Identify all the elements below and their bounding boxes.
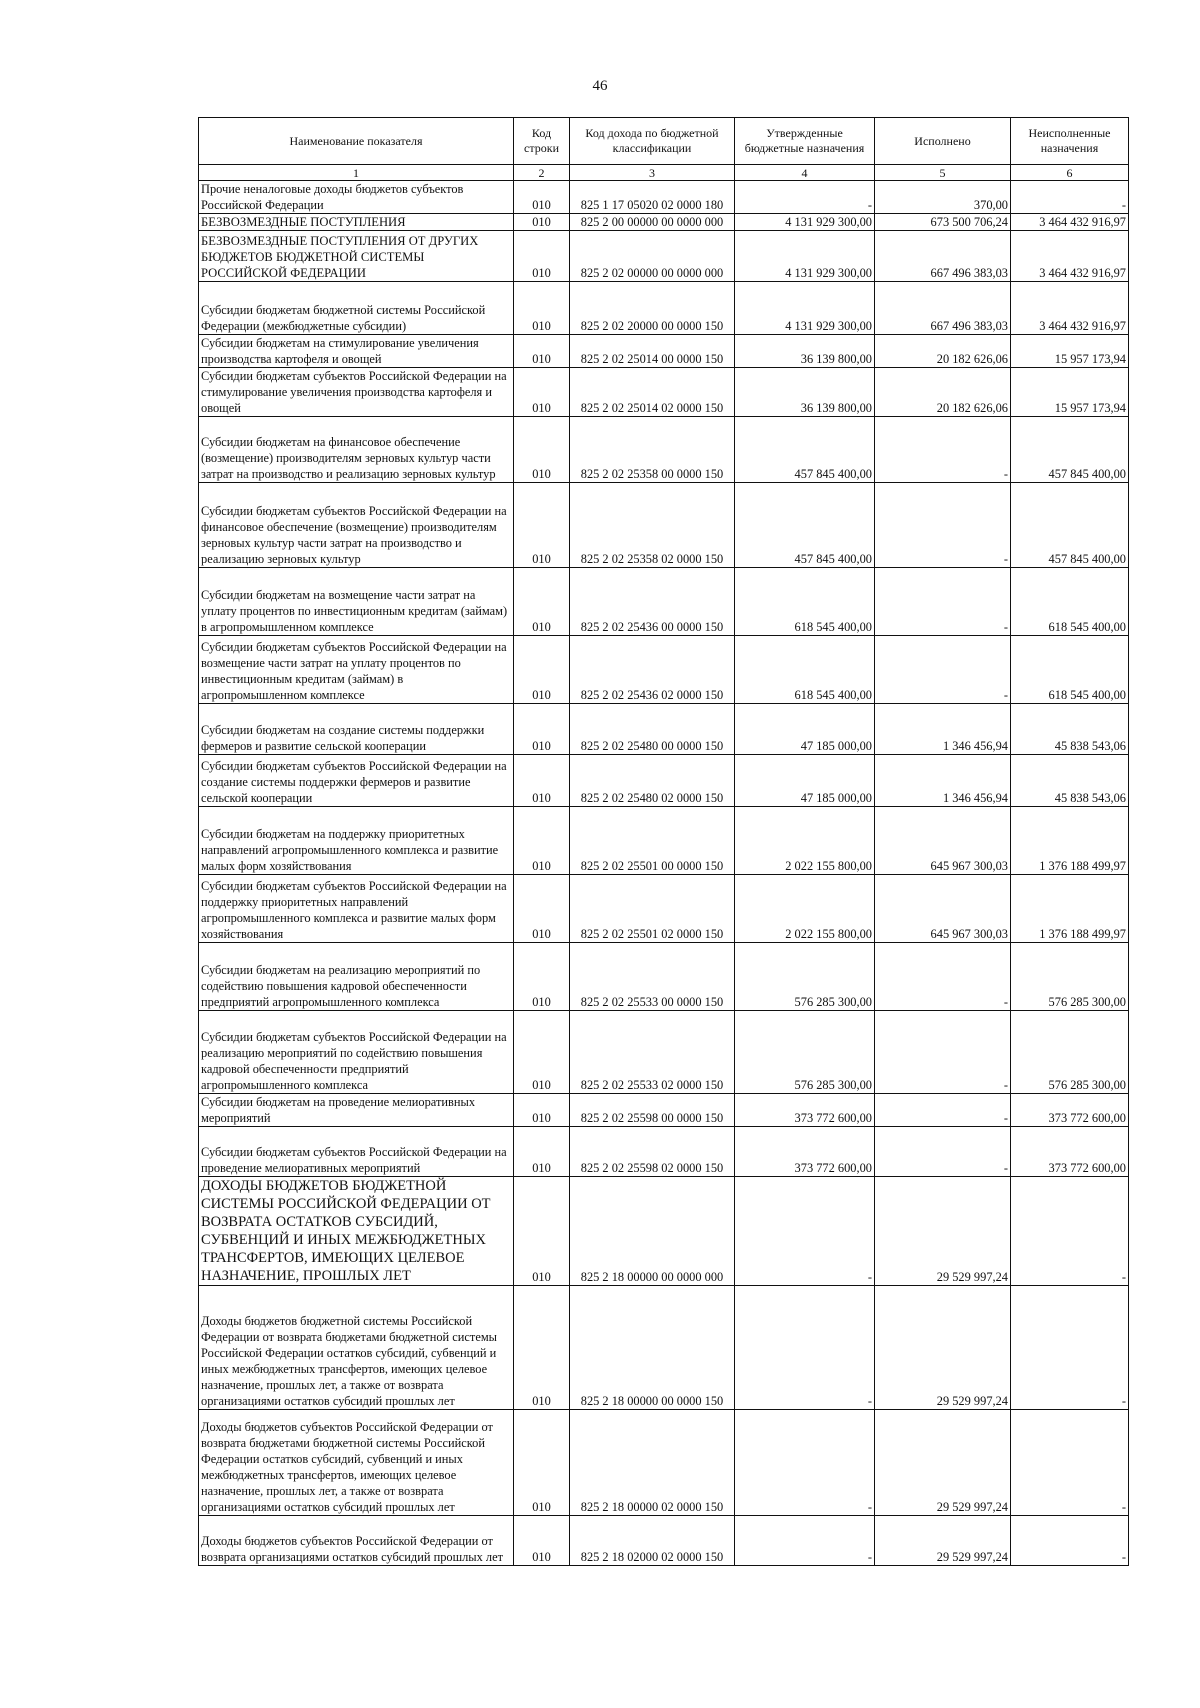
row-unexecuted: 3 464 432 916,97	[1011, 214, 1129, 231]
table-row	[199, 282, 1129, 335]
row-plan: 618 545 400,00	[735, 636, 875, 704]
row-plan: 36 139 800,00	[735, 335, 875, 368]
row-name: Субсидии бюджетам на финансовое обеспечение (возмещение) производителям зерновых культур части затрат на производство и реализацию зерновых культур	[199, 417, 514, 483]
row-unexecuted: 373 772 600,00	[1011, 1094, 1129, 1127]
row-unexecuted: 576 285 300,00	[1011, 943, 1129, 1011]
table-row	[199, 417, 1129, 483]
row-plan: 457 845 400,00	[735, 417, 875, 483]
row-code: 010	[514, 568, 570, 636]
row-kbk: 825 2 02 00000 00 0000 000	[570, 231, 735, 282]
row-name: ДОХОДЫ БЮДЖЕТОВ БЮДЖЕТНОЙ СИСТЕМЫ РОССИЙСКОЙ ФЕДЕРАЦИИ ОТ ВОЗВРАТА ОСТАТКОВ СУБСИДИЙ, СУБВЕНЦИЙ И ИНЫХ МЕЖБЮДЖЕТНЫХ ТРАНСФЕРТОВ, ИМЕЮЩИХ ЦЕЛЕВОЕ НАЗНАЧЕНИЕ, ПРОШЛЫХ ЛЕТ	[199, 1177, 514, 1286]
row-name: Субсидии бюджетам на создание системы поддержки фермеров и развитие сельской кооперации	[199, 704, 514, 755]
row-plan: -	[735, 181, 875, 214]
table-row	[199, 1286, 1129, 1410]
row-executed: -	[875, 1094, 1011, 1127]
row-name: Субсидии бюджетам на проведение мелиоративных мероприятий	[199, 1094, 514, 1127]
row-executed: -	[875, 943, 1011, 1011]
row-code: 010	[514, 1094, 570, 1127]
row-code: 010	[514, 214, 570, 231]
table-row	[199, 1177, 1129, 1286]
table-row	[199, 1011, 1129, 1094]
row-executed: 1 346 456,94	[875, 755, 1011, 807]
row-unexecuted: 618 545 400,00	[1011, 568, 1129, 636]
row-code: 010	[514, 231, 570, 282]
row-name: Доходы бюджетов субъектов Российской Федерации от возврата бюджетами бюджетной системы Российской Федерации остатков субсидий, субвенций и иных межбюджетных трансфертов, имеющих целевое назначение, прошлых лет, а также от возврата организациями остатков субсидий прошлых лет	[199, 1410, 514, 1516]
row-plan: 47 185 000,00	[735, 755, 875, 807]
table-row	[199, 1127, 1129, 1177]
table-row	[199, 214, 1129, 231]
row-executed: -	[875, 417, 1011, 483]
revenue-table	[198, 117, 1129, 1566]
table-row	[199, 636, 1129, 704]
row-name: БЕЗВОЗМЕЗДНЫЕ ПОСТУПЛЕНИЯ	[199, 214, 514, 231]
row-executed: 1 346 456,94	[875, 704, 1011, 755]
row-executed: 29 529 997,24	[875, 1286, 1011, 1410]
column-number: 2	[514, 165, 570, 181]
row-code: 010	[514, 943, 570, 1011]
row-unexecuted: 45 838 543,06	[1011, 704, 1129, 755]
row-plan: 4 131 929 300,00	[735, 282, 875, 335]
row-unexecuted: 576 285 300,00	[1011, 1011, 1129, 1094]
row-executed: 29 529 997,24	[875, 1410, 1011, 1516]
row-kbk: 825 1 17 05020 02 0000 180	[570, 181, 735, 214]
column-number: 5	[875, 165, 1011, 181]
column-number: 1	[199, 165, 514, 181]
row-name: Прочие неналоговые доходы бюджетов субъектов Российской Федерации	[199, 181, 514, 214]
row-plan: 4 131 929 300,00	[735, 231, 875, 282]
row-code: 010	[514, 704, 570, 755]
row-kbk: 825 2 02 25598 00 0000 150	[570, 1094, 735, 1127]
row-plan: 373 772 600,00	[735, 1094, 875, 1127]
row-code: 010	[514, 807, 570, 875]
table-row	[199, 568, 1129, 636]
row-code: 010	[514, 1011, 570, 1094]
table-row	[199, 231, 1129, 282]
row-unexecuted: -	[1011, 1286, 1129, 1410]
row-executed: 29 529 997,24	[875, 1177, 1011, 1286]
table-row	[199, 807, 1129, 875]
header-name: Наименование показателя	[199, 118, 514, 165]
row-plan: 457 845 400,00	[735, 483, 875, 568]
row-code: 010	[514, 875, 570, 943]
row-executed: 645 967 300,03	[875, 807, 1011, 875]
table-row	[199, 755, 1129, 807]
row-unexecuted: -	[1011, 1177, 1129, 1286]
row-kbk: 825 2 02 25598 02 0000 150	[570, 1127, 735, 1177]
row-kbk: 825 2 02 25014 00 0000 150	[570, 335, 735, 368]
row-name: БЕЗВОЗМЕЗДНЫЕ ПОСТУПЛЕНИЯ ОТ ДРУГИХ БЮДЖЕТОВ БЮДЖЕТНОЙ СИСТЕМЫ РОССИЙСКОЙ ФЕДЕРАЦИИ	[199, 231, 514, 282]
row-kbk: 825 2 18 00000 02 0000 150	[570, 1410, 735, 1516]
row-executed: 673 500 706,24	[875, 214, 1011, 231]
header-executed: Исполнено	[875, 118, 1011, 165]
row-name: Субсидии бюджетам на стимулирование увеличения производства картофеля и овощей	[199, 335, 514, 368]
table-row	[199, 1410, 1129, 1516]
row-plan: 36 139 800,00	[735, 368, 875, 417]
row-unexecuted: 45 838 543,06	[1011, 755, 1129, 807]
row-code: 010	[514, 1127, 570, 1177]
header-plan: Утвержденные бюджетные назначения	[735, 118, 875, 165]
row-code: 010	[514, 636, 570, 704]
table-row	[199, 875, 1129, 943]
table-row	[199, 1516, 1129, 1566]
row-name: Субсидии бюджетам на реализацию мероприятий по содействию повышения кадровой обеспеченности предприятий агропромышленного комплекса	[199, 943, 514, 1011]
row-kbk: 825 2 02 20000 00 0000 150	[570, 282, 735, 335]
row-name: Субсидии бюджетам на возмещение части затрат на уплату процентов по инвестиционным кредитам (займам) в агропромышленном комплексе	[199, 568, 514, 636]
row-code: 010	[514, 483, 570, 568]
row-kbk: 825 2 00 00000 00 0000 000	[570, 214, 735, 231]
row-unexecuted: 3 464 432 916,97	[1011, 231, 1129, 282]
row-executed: -	[875, 483, 1011, 568]
row-kbk: 825 2 02 25436 02 0000 150	[570, 636, 735, 704]
row-code: 010	[514, 1410, 570, 1516]
table-row	[199, 181, 1129, 214]
row-executed: 667 496 383,03	[875, 231, 1011, 282]
row-executed: -	[875, 1011, 1011, 1094]
row-unexecuted: 618 545 400,00	[1011, 636, 1129, 704]
table-row	[199, 704, 1129, 755]
row-kbk: 825 2 18 02000 02 0000 150	[570, 1516, 735, 1566]
row-code: 010	[514, 181, 570, 214]
row-name: Доходы бюджетов бюджетной системы Российской Федерации от возврата бюджетами бюджетной системы Российской Федерации остатков субсидий, субвенций и иных межбюджетных трансфертов, имеющих целевое назначение, прошлых лет, а также от возврата организациями остатков субсидий прошлых лет	[199, 1286, 514, 1410]
row-kbk: 825 2 18 00000 00 0000 000	[570, 1177, 735, 1286]
row-unexecuted: -	[1011, 1410, 1129, 1516]
row-name: Субсидии бюджетам субъектов Российской Федерации на создание системы поддержки фермеров и развитие сельской кооперации	[199, 755, 514, 807]
table-row	[199, 368, 1129, 417]
row-name: Субсидии бюджетам субъектов Российской Федерации на проведение мелиоративных мероприятий	[199, 1127, 514, 1177]
row-executed: 20 182 626,06	[875, 368, 1011, 417]
row-name: Субсидии бюджетам субъектов Российской Федерации на возмещение части затрат на уплату процентов по инвестиционным кредитам (займам) в агропромышленном комплексе	[199, 636, 514, 704]
row-executed: 370,00	[875, 181, 1011, 214]
row-executed: 645 967 300,03	[875, 875, 1011, 943]
row-plan: -	[735, 1177, 875, 1286]
row-plan: 4 131 929 300,00	[735, 214, 875, 231]
page-number: 46	[592, 78, 608, 94]
row-code: 010	[514, 1516, 570, 1566]
column-number: 3	[570, 165, 735, 181]
row-unexecuted: 457 845 400,00	[1011, 483, 1129, 568]
column-number: 4	[735, 165, 875, 181]
row-kbk: 825 2 02 25358 00 0000 150	[570, 417, 735, 483]
row-name: Доходы бюджетов субъектов Российской Федерации от возврата организациями остатков субсидий прошлых лет	[199, 1516, 514, 1566]
row-plan: 2 022 155 800,00	[735, 807, 875, 875]
row-plan: 576 285 300,00	[735, 943, 875, 1011]
header-unexecuted: Неисполненные назначения	[1011, 118, 1129, 165]
row-kbk: 825 2 02 25480 02 0000 150	[570, 755, 735, 807]
row-code: 010	[514, 335, 570, 368]
row-code: 010	[514, 368, 570, 417]
row-unexecuted: 373 772 600,00	[1011, 1127, 1129, 1177]
table-row	[199, 335, 1129, 368]
row-kbk: 825 2 02 25533 02 0000 150	[570, 1011, 735, 1094]
table-row	[199, 1094, 1129, 1127]
table-body	[199, 181, 1129, 1566]
row-kbk: 825 2 02 25436 00 0000 150	[570, 568, 735, 636]
table-row	[199, 483, 1129, 568]
row-plan: 618 545 400,00	[735, 568, 875, 636]
row-code: 010	[514, 282, 570, 335]
row-unexecuted: 15 957 173,94	[1011, 368, 1129, 417]
header-code: Код строки	[514, 118, 570, 165]
row-unexecuted: 15 957 173,94	[1011, 335, 1129, 368]
row-plan: -	[735, 1516, 875, 1566]
column-number-row	[199, 165, 1129, 181]
row-name: Субсидии бюджетам субъектов Российской Федерации на поддержку приоритетных направлений агропромышленного комплекса и развитие малых форм хозяйствования	[199, 875, 514, 943]
row-kbk: 825 2 02 25014 02 0000 150	[570, 368, 735, 417]
row-name: Субсидии бюджетам бюджетной системы Российской Федерации (межбюджетные субсидии)	[199, 282, 514, 335]
row-kbk: 825 2 18 00000 00 0000 150	[570, 1286, 735, 1410]
row-kbk: 825 2 02 25501 02 0000 150	[570, 875, 735, 943]
row-plan: 576 285 300,00	[735, 1011, 875, 1094]
row-name: Субсидии бюджетам субъектов Российской Федерации на финансовое обеспечение (возмещение) производителям зерновых культур части затрат на производство и реализацию зерновых культур	[199, 483, 514, 568]
row-executed: 20 182 626,06	[875, 335, 1011, 368]
table-header	[199, 118, 1129, 181]
table-row	[199, 943, 1129, 1011]
column-number: 6	[1011, 165, 1129, 181]
row-executed: -	[875, 636, 1011, 704]
row-name: Субсидии бюджетам субъектов Российской Федерации на реализацию мероприятий по содействию повышения кадровой обеспеченности предприятий агропромышленного комплекса	[199, 1011, 514, 1094]
row-executed: -	[875, 1127, 1011, 1177]
row-unexecuted: 3 464 432 916,97	[1011, 282, 1129, 335]
row-unexecuted: -	[1011, 181, 1129, 214]
row-kbk: 825 2 02 25480 00 0000 150	[570, 704, 735, 755]
header-kbk: Код дохода по бюджетной классификации	[570, 118, 735, 165]
row-code: 010	[514, 417, 570, 483]
row-plan: 2 022 155 800,00	[735, 875, 875, 943]
row-name: Субсидии бюджетам на поддержку приоритетных направлений агропромышленного комплекса и развитие малых форм хозяйствования	[199, 807, 514, 875]
row-plan: 47 185 000,00	[735, 704, 875, 755]
row-code: 010	[514, 1286, 570, 1410]
row-unexecuted: 1 376 188 499,97	[1011, 807, 1129, 875]
row-plan: -	[735, 1410, 875, 1516]
row-unexecuted: 457 845 400,00	[1011, 417, 1129, 483]
row-unexecuted: -	[1011, 1516, 1129, 1566]
row-name: Субсидии бюджетам субъектов Российской Федерации на стимулирование увеличения производства картофеля и овощей	[199, 368, 514, 417]
row-kbk: 825 2 02 25501 00 0000 150	[570, 807, 735, 875]
row-executed: 29 529 997,24	[875, 1516, 1011, 1566]
row-plan: -	[735, 1286, 875, 1410]
row-unexecuted: 1 376 188 499,97	[1011, 875, 1129, 943]
row-plan: 373 772 600,00	[735, 1127, 875, 1177]
row-executed: 667 496 383,03	[875, 282, 1011, 335]
row-code: 010	[514, 755, 570, 807]
row-kbk: 825 2 02 25358 02 0000 150	[570, 483, 735, 568]
row-kbk: 825 2 02 25533 00 0000 150	[570, 943, 735, 1011]
row-executed: -	[875, 568, 1011, 636]
row-code: 010	[514, 1177, 570, 1286]
